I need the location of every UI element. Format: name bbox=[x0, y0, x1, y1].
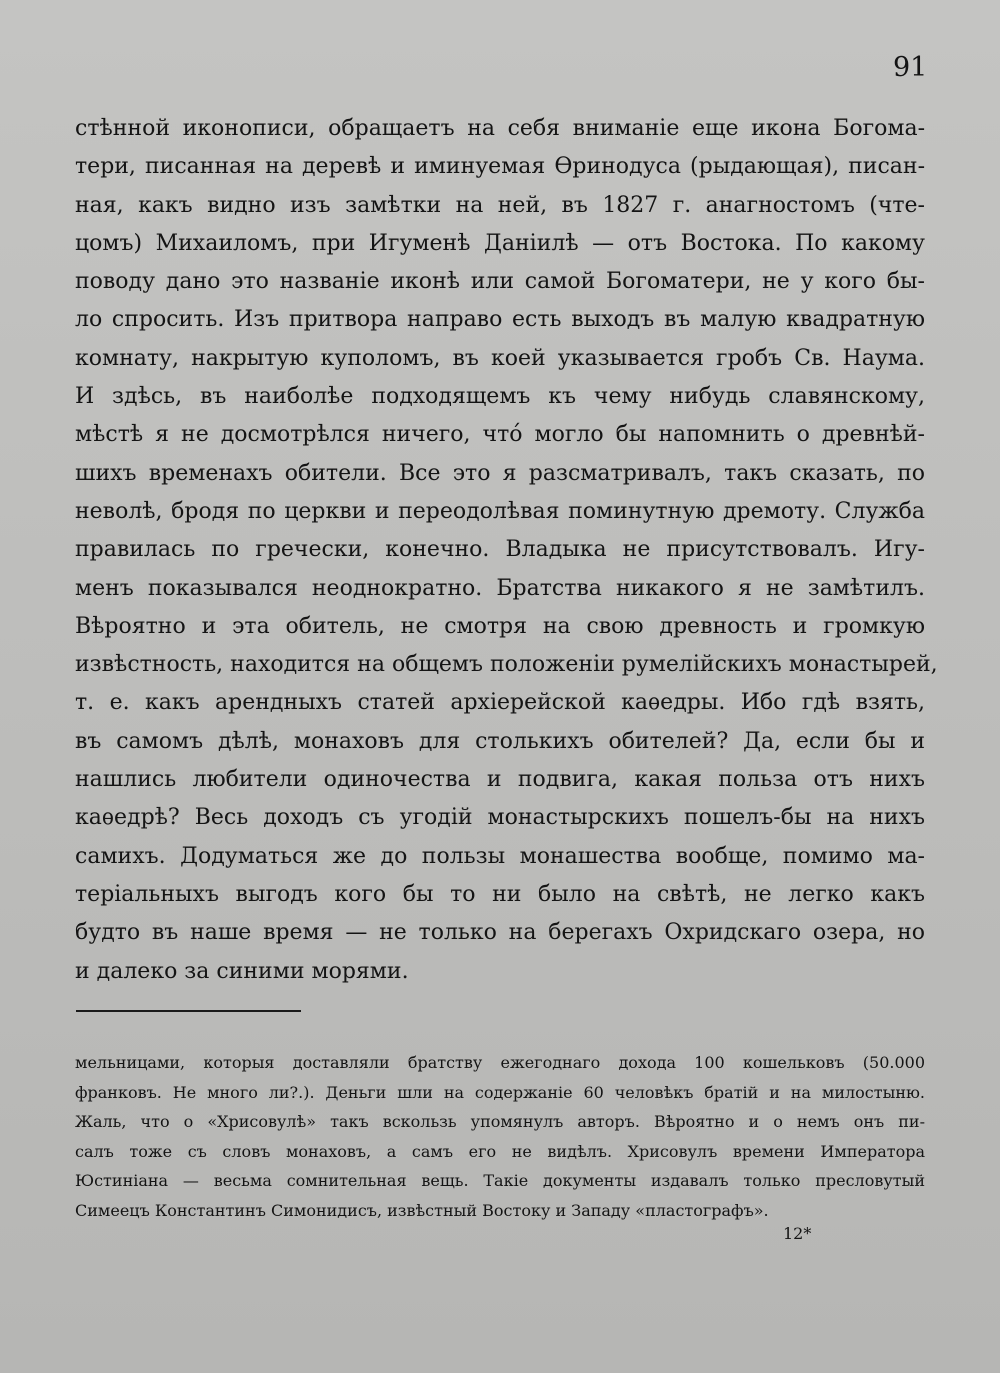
text-line: неволѣ, бродя по церкви и переодолѣвая поминутную дремоту. Служба bbox=[75, 498, 925, 524]
text-line-last: и далеко за синими морями. bbox=[75, 958, 409, 984]
text-line: тери, писанная на деревѣ и иминуемая Ѳринодуса (рыдающая), писан- bbox=[75, 154, 925, 180]
text-line: правилась по гречески, конечно. Владыка не присутствовалъ. Игу- bbox=[75, 537, 925, 563]
text-line: въ самомъ дѣлѣ, монаховъ для столькихъ обителей? Да, если бы и bbox=[75, 728, 925, 754]
text-line: т. е. какъ арендныхъ статей архіерейской каѳедры. Ибо гдѣ взять, bbox=[75, 690, 925, 716]
text-line: менъ показывался неоднократно. Братства никакого я не замѣтилъ. bbox=[75, 575, 925, 601]
text-line: каѳедрѣ? Весь доходъ съ угодій монастырскихъ пошелъ-бы на нихъ bbox=[75, 805, 925, 831]
page-number: 91 bbox=[893, 52, 928, 83]
text-line: ная, какъ видно изъ замѣтки на ней, въ 1827 г. анагностомъ (чте- bbox=[75, 192, 925, 218]
printer-signature-mark: 12* bbox=[783, 1224, 812, 1243]
footnote-line: мельницами, которыя доставляли братству ежегоднаго дохода 100 кошельковъ (50.000 bbox=[75, 1053, 925, 1072]
footnote-divider bbox=[76, 1010, 301, 1012]
text-line: будто въ наше время — не только на берегахъ Охридскаго озера, но bbox=[75, 920, 925, 946]
footnote-line: франковъ. Не много ли?.). Деньги шли на содержаніе 60 человѣкъ братій и на милостыню. bbox=[75, 1082, 925, 1102]
text-line: поводу дано это названіе иконѣ или самой Богоматери, не у кого бы- bbox=[75, 269, 925, 295]
text-line: нашлись любители одиночества и подвига, какая польза отъ нихъ bbox=[75, 767, 925, 793]
footnote-line: Жаль, что о «Хрисовулѣ» такъ вскользь упомянулъ авторъ. Вѣроятно и о немъ онъ пи- bbox=[75, 1112, 925, 1132]
text-line: комнату, накрытую куполомъ, въ коей указывается гробъ Св. Наума. bbox=[75, 345, 925, 371]
text-line: шихъ временахъ обители. Все это я разсматривалъ, такъ сказать, по bbox=[75, 460, 925, 486]
text-line: стѣнной иконописи, обращаетъ на себя вниманіе еще икона Богома- bbox=[75, 116, 925, 141]
text-line: цомъ) Михаиломъ, при Игуменѣ Даніилѣ — отъ Востока. По какому bbox=[75, 230, 925, 256]
footnote-line: салъ тоже съ словъ монаховъ, а самъ его не видѣлъ. Хрисовулъ времени Императора bbox=[75, 1141, 925, 1161]
text-line: И здѣсь, въ наиболѣе подходящемъ къ чему нибудь славянскому, bbox=[75, 384, 925, 410]
text-line: теріальныхъ выгодъ кого бы то ни было на свѣтѣ, не легко какъ bbox=[75, 881, 925, 907]
text-line: мѣстѣ я не досмотрѣлся ничего, что́ могло бы напомнить о древнѣй- bbox=[75, 422, 925, 448]
footnote-line-last: Симеецъ Константинъ Симонидисъ, извѣстный Востоку и Западу «пластографъ». bbox=[75, 1200, 769, 1220]
text-line: самихъ. Додуматься же до пользы монашества вообще, помимо ма- bbox=[75, 843, 925, 869]
main-text-block bbox=[75, 110, 938, 991]
footnote-line: Юстиніана — весьма сомнительная вещь. Такіе документы издавалъ только пресловутый bbox=[75, 1171, 925, 1191]
text-line: ло спросить. Изъ притвора направо есть выходъ въ малую квадратную bbox=[75, 307, 925, 333]
footnote-block bbox=[75, 1048, 925, 1226]
text-line: извѣстность, находится на общемъ положеніи румелійскихъ монастырей, bbox=[75, 652, 938, 678]
text-line: Вѣроятно и эта обитель, не смотря на свою древность и громкую bbox=[75, 613, 925, 639]
